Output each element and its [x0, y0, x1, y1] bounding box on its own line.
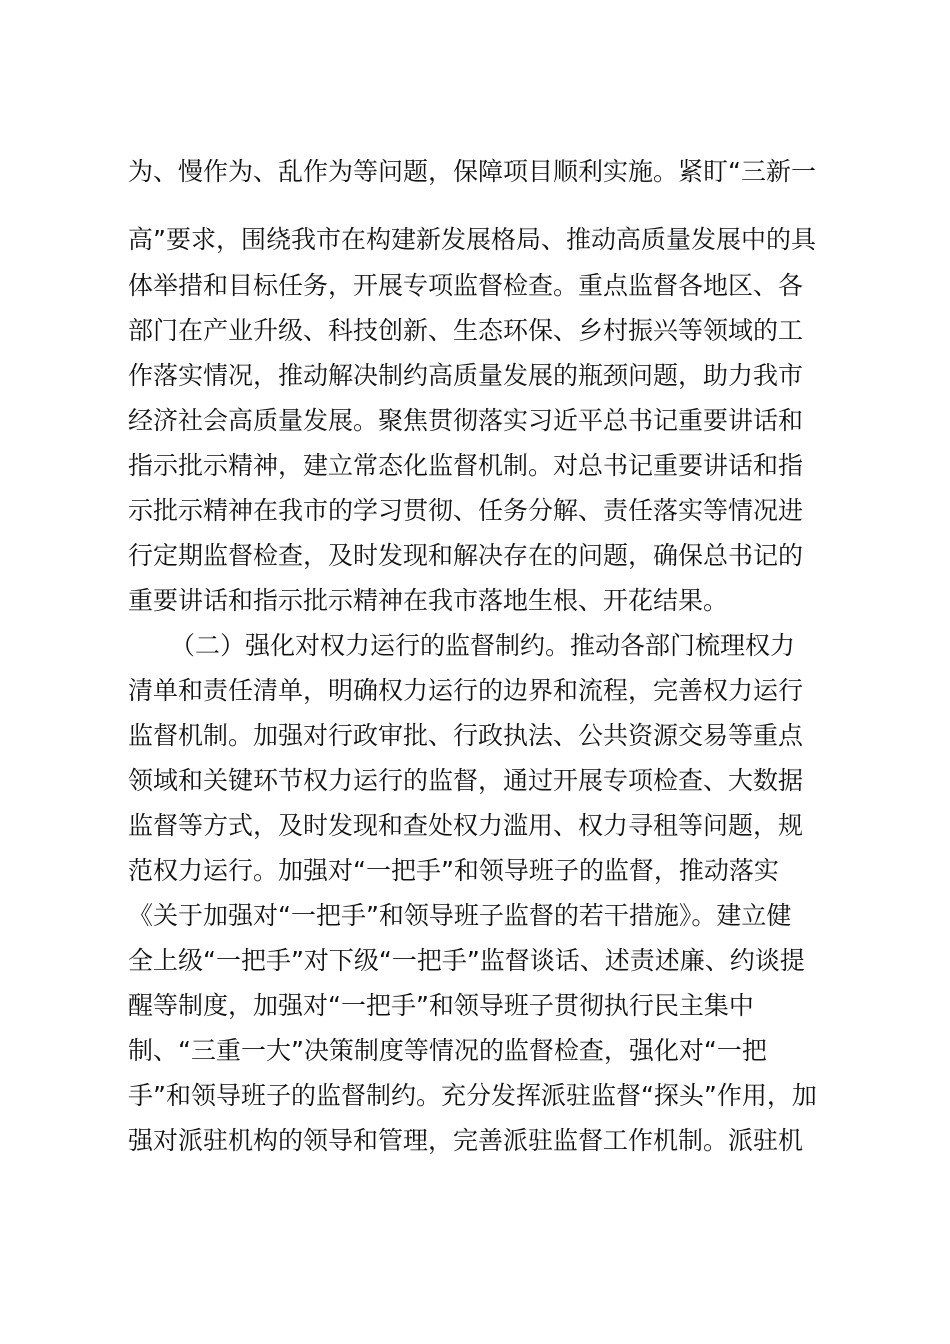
text-line: 监督等方式，及时发现和查处权力滥用、权力寻租等问题，规	[128, 811, 804, 840]
text-line: 范权力运行。加强对“一把手”和领导班子的监督，推动落实	[128, 856, 779, 885]
text-line: 经济社会高质量发展。聚焦贯彻落实习近平总书记重要讲话和	[128, 406, 804, 435]
text-line: 强对派驻机构的领导和管理，完善派驻监督工作机制。派驻机	[128, 1126, 804, 1155]
text-line: 部门在产业升级、科技创新、生态环保、乡村振兴等领域的工	[128, 316, 804, 345]
text-line: 手”和领导班子的监督制约。充分发挥派驻监督“探头”作用，加	[128, 1081, 817, 1110]
text-line: 清单和责任清单，明确权力运行的边界和流程，完善权力运行	[128, 676, 804, 705]
text-line: 示批示精神在我市的学习贯彻、任务分解、责任落实等情况进	[128, 496, 804, 525]
text-line: 全上级“一把手”对下级“一把手”监督谈话、述责述廉、约谈提	[128, 946, 805, 975]
text-line: 为、慢作为、乱作为等问题，保障项目顺利实施。紧盯“三新一	[128, 157, 816, 186]
text-line: 监督机制。加强对行政审批、行政执法、公共资源交易等重点	[128, 721, 804, 750]
text-line: 体举措和目标任务，开展专项监督检查。重点监督各地区、各	[128, 271, 804, 300]
text-line: 重要讲话和指示批示精神在我市落地生根、开花结果。	[128, 586, 729, 615]
text-line: 行定期监督检查，及时发现和解决存在的问题，确保总书记的	[128, 541, 804, 570]
text-line: 指示批示精神，建立常态化监督机制。对总书记重要讲话和指	[128, 451, 804, 480]
text-line: 制、“三重一大”决策制度等情况的监督检查，强化对“一把	[128, 1036, 767, 1065]
text-line: 领域和关键环节权力运行的监督，通过开展专项检查、大数据	[128, 766, 804, 795]
paragraph-heading-line: （二）强化对权力运行的监督制约。推动各部门梳理权力	[170, 631, 796, 660]
text-line: 高”要求，围绕我市在构建新发展格局、推动高质量发展中的具	[128, 225, 816, 254]
text-line: 作落实情况，推动解决制约高质量发展的瓶颈问题，助力我市	[128, 361, 804, 390]
text-line: 醒等制度，加强对“一把手”和领导班子贯彻执行民主集中	[128, 991, 754, 1020]
text-line: 《关于加强对“一把手”和领导班子监督的若干措施》。建立健	[128, 901, 792, 930]
